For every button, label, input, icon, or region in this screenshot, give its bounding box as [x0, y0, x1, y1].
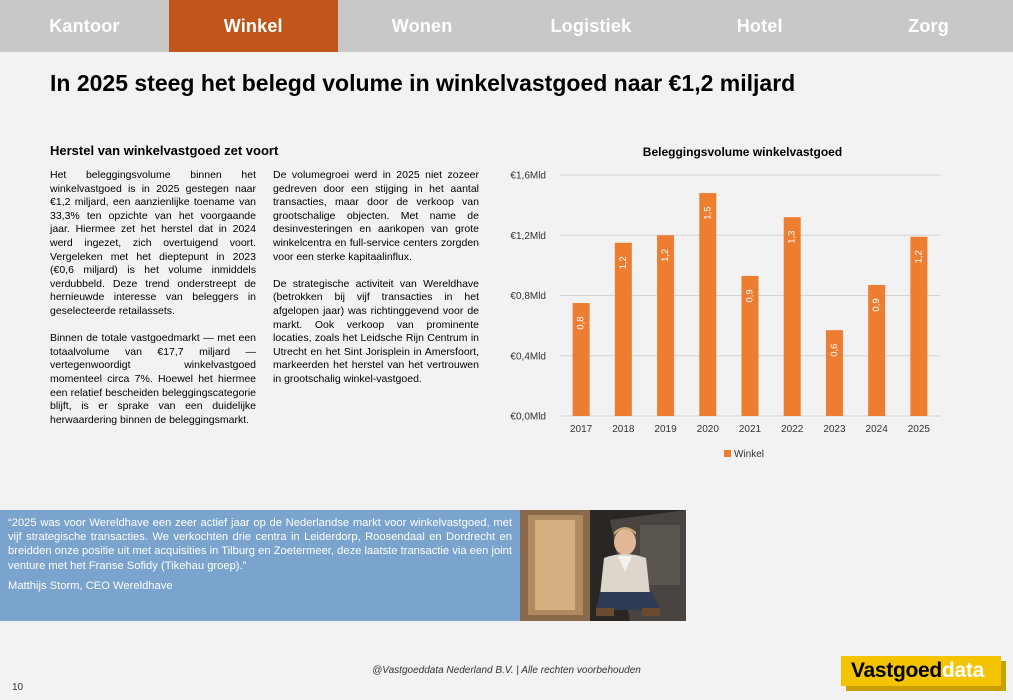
- tab-zorg[interactable]: [844, 0, 1013, 52]
- x-tick-label: 2025: [907, 424, 931, 435]
- bar-data-label: 1,2: [617, 256, 629, 270]
- tab-label: Zorg: [908, 15, 949, 36]
- bar: [699, 193, 716, 416]
- ceo-photo: [520, 510, 686, 621]
- y-tick-label: €1,6Mld: [510, 170, 546, 182]
- bar-data-label: 1,5: [702, 206, 714, 220]
- section-subheading: Herstel van winkelvastgoed zet voort: [50, 143, 279, 158]
- sector-tabs: [0, 0, 1013, 52]
- text-column-right: [273, 169, 479, 400]
- chart-title: Beleggingsvolume winkelvastgoed: [642, 145, 843, 159]
- tab-kantoor[interactable]: [0, 0, 169, 52]
- paragraph: De volumegroei werd in 2025 niet zozeer gedreven door een stijging in het aantal transacties, maar door de verkoop van grootschalige objecten. Met name de desinvesteringen en aankopen van grote winkelcentra en full-service centers zorgden voor een sterke kapitaalinflux.: [273, 169, 479, 263]
- tab-label: Logistiek: [550, 15, 632, 36]
- bar-data-label: 0,9: [871, 298, 883, 312]
- page-number: 10: [12, 682, 24, 693]
- bar-data-label: 1,3: [786, 230, 798, 244]
- bar-data-label: 1,2: [913, 250, 925, 264]
- x-tick-label: 2024: [865, 424, 888, 435]
- x-tick-label: 2017: [569, 424, 593, 435]
- legend-swatch: [724, 450, 731, 457]
- tab-wonen[interactable]: [338, 0, 507, 52]
- bar-data-label: 0,8: [575, 316, 587, 330]
- tab-label: Wonen: [391, 15, 453, 36]
- bar: [826, 330, 843, 416]
- tab-hotel[interactable]: [675, 0, 844, 52]
- y-tick-label: €0,4Mld: [510, 351, 546, 363]
- logo-text-part2: data: [941, 659, 984, 682]
- x-tick-label: 2019: [654, 424, 677, 435]
- bar-data-label: 1,2: [660, 248, 672, 262]
- bar: [784, 217, 801, 416]
- page-title: In 2025 steeg het belegd volume in winkelvastgoed naar €1,2 miljard: [50, 70, 796, 96]
- quote-box: [0, 510, 520, 621]
- x-tick-label: 2022: [781, 424, 804, 435]
- paragraph: Het beleggingsvolume binnen het winkelvastgoed is in 2025 gestegen naar €1,2 miljard, een aanzienlijke toename van 33,3% ten opzichte van het voorgaande jaar. Hiermee zet het herstel dat in 2024 werd ingezet, zich overtuigend voort. Vergeleken met het dieptepunt in 2023 (€0,6 miljard) is het volume inmiddels verdubbeld. Deze trend onderstreept de hernieuwde interesse van beleggers in geselecteerde retailassets.: [50, 169, 256, 317]
- paragraph: De strategische activiteit van Wereldhave (betrokken bij vijf transacties in het afgelopen jaar) was richtinggevend voor de markt. Ook verkoop van prominente locaties, zoals het Leidsche Rijn Centrum in Utrecht en het Sint Jorisplein in Amersfoort, markeerden het herstel van het vertrouwen in grootschalig winkel-vastgoed.: [273, 277, 479, 385]
- tab-label: Hotel: [736, 15, 783, 36]
- x-tick-label: 2021: [738, 424, 762, 435]
- footer-copyright: @Vastgoeddata Nederland B.V. | Alle rechten voorbehouden: [372, 665, 641, 676]
- paragraph: Binnen de totale vastgoedmarkt — met een totaalvolume van €17,7 miljard — vertegenwoordigt winkelvastgoed momenteel circa 7%. Hoewel het hiermee een relatief bescheiden beleggingscategorie blijft, is er sprake van een duidelijke herwaardering binnen de beleggingsmarkt.: [50, 332, 256, 426]
- bar-chart: [500, 160, 950, 480]
- tab-label: Winkel: [223, 15, 283, 36]
- logo-text-part1: Vastgoed: [851, 659, 942, 682]
- tab-label: Kantoor: [49, 15, 120, 36]
- y-tick-label: €0,8Mld: [510, 291, 546, 302]
- tab-logistiek[interactable]: [506, 0, 675, 52]
- bar-data-label: 0,6: [828, 343, 840, 357]
- x-tick-label: 2023: [823, 424, 846, 435]
- tab-winkel[interactable]: [169, 0, 338, 52]
- y-tick-label: €0,0Mld: [510, 411, 546, 423]
- legend-label: Winkel: [734, 449, 765, 460]
- x-tick-label: 2020: [696, 424, 719, 435]
- quote-text: “2025 was voor Wereldhave een zeer actief jaar op de Nederlandse markt voor winkelvastgoed, met vijf strategische transacties. We verkochten drie centra in Leiderdorp, Roosendaal en Dordrecht en breidden onze positie uit met acquisities in Tilburg en Zoetermeer, deze laatste transactie via een joint venture met het Franse Sofidy (Tikehau groep).”: [8, 517, 512, 572]
- y-tick-label: €1,2Mld: [510, 230, 546, 242]
- text-column-left: [50, 169, 256, 441]
- x-tick-label: 2018: [612, 424, 635, 435]
- vastgoeddata-logo: [841, 656, 1001, 686]
- quote-author: Matthijs Storm, CEO Wereldhave: [8, 579, 173, 592]
- bar-data-label: 0,9: [744, 289, 756, 303]
